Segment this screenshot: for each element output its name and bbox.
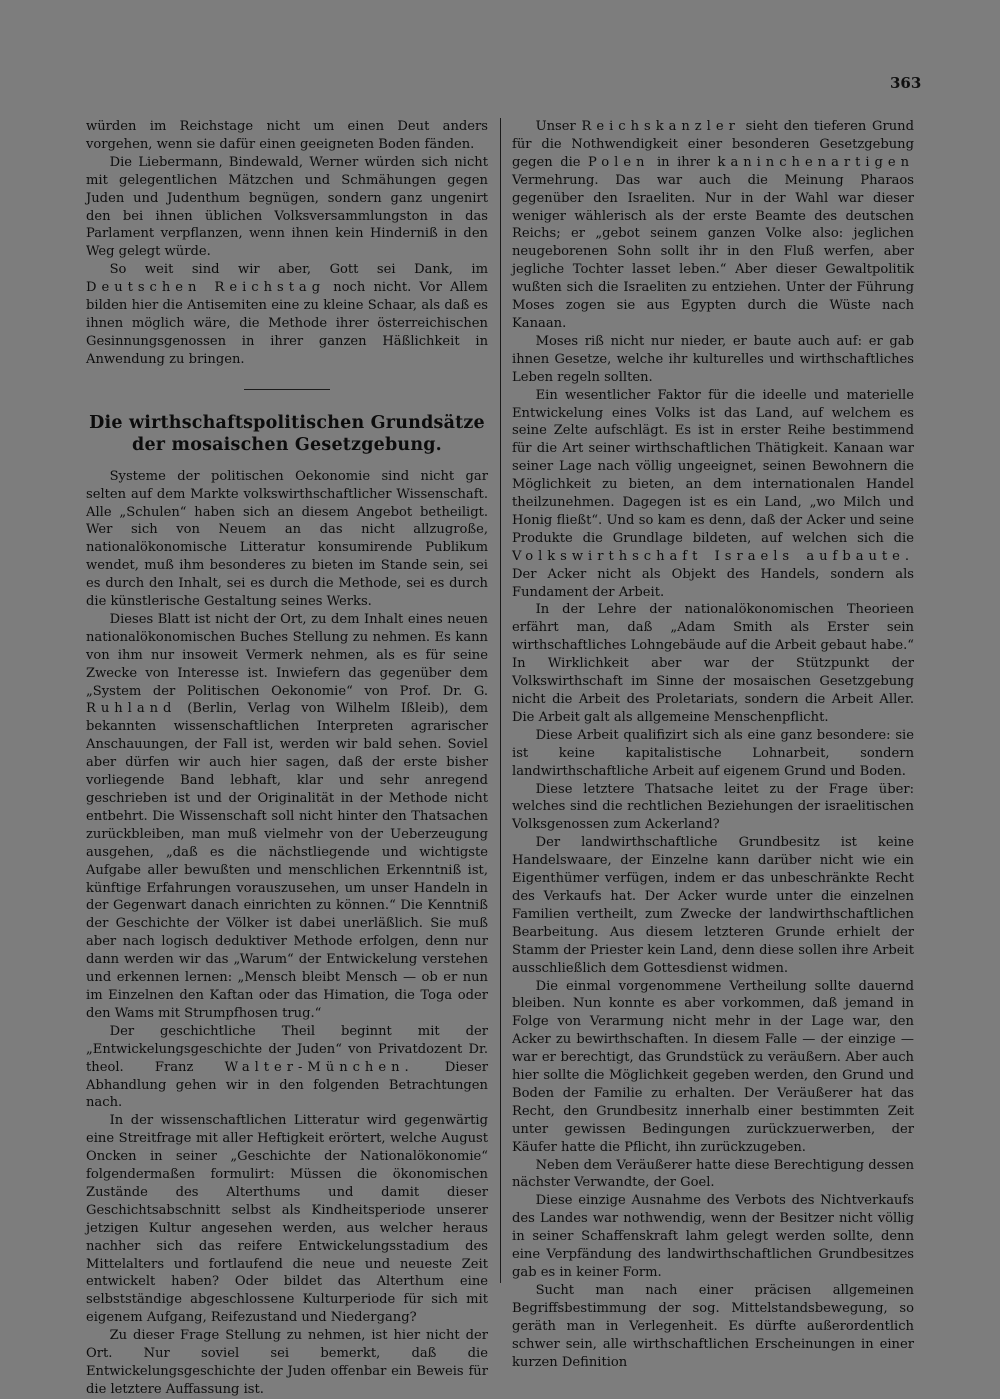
- right-column: [512, 118, 914, 1371]
- spaced-text: Deutschen Reichstag: [86, 280, 326, 296]
- paragraph: Die Liebermann, Bindewald, Werner würden sich nicht mit gelegentlichen Mätzchen und Schmähungen gegen Juden und Judenthum begnügen, sondern ganz ungenirt den bei ihnen üblichen Volksversammlungston in das Parlament verpflanzen, wenn ihnen kein Hinderniß in den Weg gelegt würde.: [86, 154, 488, 260]
- spaced-text: kaninchenartigen: [717, 154, 914, 170]
- paragraph: [86, 261, 488, 368]
- paragraph: [512, 387, 914, 602]
- text-run: Der geschichtliche Theil beginnt mit der „Entwickelungsgeschichte der Juden“ von Privatdozent Dr. theol. Franz: [86, 1023, 488, 1075]
- paragraph: Diese Arbeit qualifizirt sich als eine ganz besondere: sie ist keine kapitalistische Lohnarbeit, sondern landwirthschaftliche Arbeit auf eigenem Grund und Boden.: [512, 727, 914, 779]
- paragraph: Zu dieser Frage Stellung zu nehmen, ist hier nicht der Ort. Nur soviel sei bemerkt, daß die Entwickelungsgeschichte der Juden offenbar ein Beweis für die letztere Auffassung ist.: [86, 1328, 488, 1397]
- left-column: [86, 118, 488, 1399]
- paragraph: In der wissenschaftlichen Litteratur wird gegenwärtig eine Streitfrage mit aller Heftigkeit erörtert, welche August Oncken in seiner „Geschichte der Nationalökonomie“ folgendermaßen formulirt: Müssen die ökonomischen Zustände des Alterthums und damit dieser Geschichtsabschnitt selbst als Kindheitsperiode unserer jetzigen Kultur angesehen werden, aus welcher heraus nachher sich das reifere Entwickelungsstadium des Mittelalters und fortlaufend die neue und neueste Zeit entwickelt haben? Oder bildet das Alterthum eine selbstständige abgeschlossene Kulturperiode für sich mit eigenem Aufgang, Reifezustand und Niedergang?: [86, 1113, 488, 1326]
- paragraph: Neben dem Veräußerer hatte diese Berechtigung dessen nächster Verwandte, der Goel.: [512, 1157, 914, 1191]
- paragraph: Moses riß nicht nur nieder, er baute auch auf: er gab ihnen Gesetze, welche ihr kulturelles und wirthschaftliches Leben regeln sollten.: [512, 333, 914, 385]
- text-run: Dieser Abhandlung gehen wir in den folgenden Betrachtungen nach.: [86, 1059, 488, 1111]
- text-run: sieht den tieferen Grund für die Nothwendigkeit einer besonderen Gesetzgebung gegen die: [512, 119, 914, 170]
- article-title: Die wirthschaftspolitischen Grundsätze der mosaischen Gesetzgebung.: [89, 412, 485, 455]
- text-run: Vermehrung. Das war auch die Meinung Pharaos gegenüber den Israeliten. Nur in der Wahl war dieser weniger wählerisch als der erste Beamte des deutschen Reichs; er „gebot seinem ganzen Volke also: jeglichen neugeborenen Sohn sollt ihr in den Fluß werfen, aber jegliche Tochter lasset leben.“ Aber dieser Gewaltpolitik wußten sich die Israeliten zu entziehen. Unter der Führung Moses zogen sie aus Egypten durch die Wüste nach Kanaan.: [512, 172, 914, 331]
- spaced-text: Ruhland: [86, 701, 177, 717]
- text-run: (Berlin, Verlag von Wilhelm Ißleib), dem bekannten wissenschaftlichen Interpreten agrarischer Anschauungen, der Fall ist, werden wir bald sehen. Soviel aber dürfen wir auch hier sagen, daß der erste bisher vorliegende Band lebhaft, klar und sehr anregend geschrieben ist und der Originalität in der Methode nicht entbehrt. Die Wissenschaft soll nicht hinter den Thatsachen zurückbleiben, man muß vielmehr von der Ueberzeugung ausgehen, „daß es die nächstliegende und wichtigste Aufgabe aller bewußten und menschlichen Erkenntniß ist, künftige Erfahrungen vorauszusehen, um unser Handeln in der Gegenwart danach einrichten zu können.“ Die Kenntniß der Geschichte der Völker ist dabei unerläßlich. Sie muß aber nach logisch deduktiver Methode erfolgen, denn nur dann werden wir das „Warum“ der Entwickelung verstehen und erkennen lernen: „Mensch bleibt Mensch — ob er nun im Einzelnen den Kaftan oder das Himation, die Toga oder den Wams mit Strumpfhosen trug.“: [86, 701, 488, 1021]
- spaced-text: Walter-München.: [224, 1059, 414, 1075]
- spaced-text: Polen: [588, 154, 650, 170]
- paragraph: [86, 611, 488, 1023]
- paragraph: Diese letztere Thatsache leitet zu der Frage über: welches sind die rechtlichen Beziehungen der israelitischen Volksgenossen zum Ackerland?: [512, 781, 914, 833]
- paragraph: Die einmal vorgenommene Vertheilung sollte dauernd bleiben. Nun konnte es aber vorkommen, daß jemand in Folge von Verarmung nicht mehr in der Lage war, den Acker zu bewirthschaften. In diesem Falle — der einzige — war er berechtigt, das Grundstück zu veräußern. Aber auch hier sollte die Möglichkeit gegeben werden, den Grund und Boden der Familie zu erhalten. Der Veräußerer hat das Recht, den Grundbesitz innerhalb einer bestimmten Zeit unter gewissen Bedingungen zurückzuerwerben, der Käufer hatte die Pflicht, ihn zurückzugeben.: [512, 978, 914, 1155]
- paragraph: würden im Reichstage nicht um einen Deut anders vorgehen, wenn sie dafür einen geeigneten Boden fänden.: [86, 119, 488, 152]
- text-run: Dieses Blatt ist nicht der Ort, zu dem Inhalt eines neuen nationalökonomischen Buches Stellung zu nehmen. Es kann von ihm nur insoweit Vermerk nehmen, als es für seine Zwecke von Interesse ist. Inwiefern das gegenüber dem „System der Politischen Oekonomie“ von Prof. Dr. G.: [86, 611, 488, 699]
- section-divider: [244, 389, 330, 390]
- text-run: Unser: [535, 119, 576, 134]
- text-run: So weit sind wir aber, Gott sei Dank, im: [109, 262, 488, 278]
- paragraph: [512, 118, 914, 333]
- text-run: in ihrer: [656, 154, 711, 170]
- spaced-text: Reichskanzler: [581, 119, 740, 134]
- text-run: Der Acker nicht als Objekt des Handels, sondern als Fundament der Arbeit.: [512, 566, 914, 600]
- text-run: Ein wesentlicher Faktor für die ideelle und materielle Entwickelung eines Volks ist das Land, auf welchem es seine Zelte aufschlägt. Es ist in erster Reihe bestimmend für die Art seiner wirthschaftlichen Thätigkeit. Kanaan war seiner Lage nach völlig ungeeignet, seinen Bewohnern die Möglichkeit zu bieten, an dem internationalen Handel theilzunehmen. Dagegen ist es ein Land, „wo Milch und Honig fließt“. Und so kam es denn, daß der Acker und seine Produkte die Grundlage bildeten, auf welchen sich die: [512, 387, 914, 546]
- paragraph: In der Lehre der nationalökonomischen Theorieen erfährt man, daß „Adam Smith als Erster sein wirthschaftliches Lohngebäude auf die Arbeit gebaut habe.“ In Wirklichkeit aber war der Stützpunkt der Volkswirthschaft im Sinne der mosaischen Gesetzgebung nicht die Arbeit des Proletariats, sondern die Arbeit Aller. Die Arbeit galt als allgemeine Menschenpflicht.: [512, 602, 914, 725]
- text-run: noch nicht. Vor Allem bilden hier die Antisemiten eine zu kleine Schaar, als daß es ihnen möglich wäre, die Methode ihrer österreichischen Gesinnungsgenossen in ihrer ganzen Häßlichkeit in Anwendung zu bringen.: [86, 280, 488, 367]
- paragraph: Systeme der politischen Oekonomie sind nicht gar selten auf dem Markte volkswirthschaftlicher Wissenschaft. Alle „Schulen“ haben sich an diesem Angebot betheiligt. Wer sich von Neuem an das nicht allzugroße, nationalökonomische Litteratur konsumirende Publikum wendet, muß ihm besonderes zu bieten im Stande sein, sei es durch den Inhalt, sei es durch die Methode, sei es durch die künstlerische Gestaltung seines Werks.: [86, 468, 488, 610]
- paragraph: Der landwirthschaftliche Grundbesitz ist keine Handelswaare, der Einzelne kann darüber nicht wie ein Eigenthümer verfügen, indem er das unbeschränkte Recht des Verkaufs hat. Der Acker wurde unter die einzelnen Familien vertheilt, zum Zwecke der landwirthschaftlichen Bearbeitung. Aus diesem letzteren Grunde erhielt der Stamm der Priester kein Land, denn diese sollen ihre Arbeit ausschließlich dem Gottesdienst widmen.: [512, 835, 914, 976]
- column-divider: [500, 118, 501, 1283]
- paragraph: Sucht man nach einer präcisen allgemeinen Begriffsbestimmung der sog. Mittelstandsbewegung, so geräth man in Verlegenheit. Es dürfte außerordentlich schwer sein, alle wirthschaftlichen Erscheinungen in einer kurzen Definition: [512, 1282, 914, 1370]
- paragraph: [86, 1023, 488, 1113]
- paragraph: Diese einzige Ausnahme des Verbots des Nichtverkaufs des Landes war nothwendig, wenn der Besitzer nicht völlig in seiner Schaffenskraft lahm gelegt werden sollte, denn eine Verpfändung des landwirthschaftlichen Grundbesitzes gab es in keiner Form.: [512, 1193, 914, 1280]
- spaced-text: Volkswirthschaft Israels aufbaute.: [512, 548, 914, 564]
- page-number: 363: [890, 74, 922, 92]
